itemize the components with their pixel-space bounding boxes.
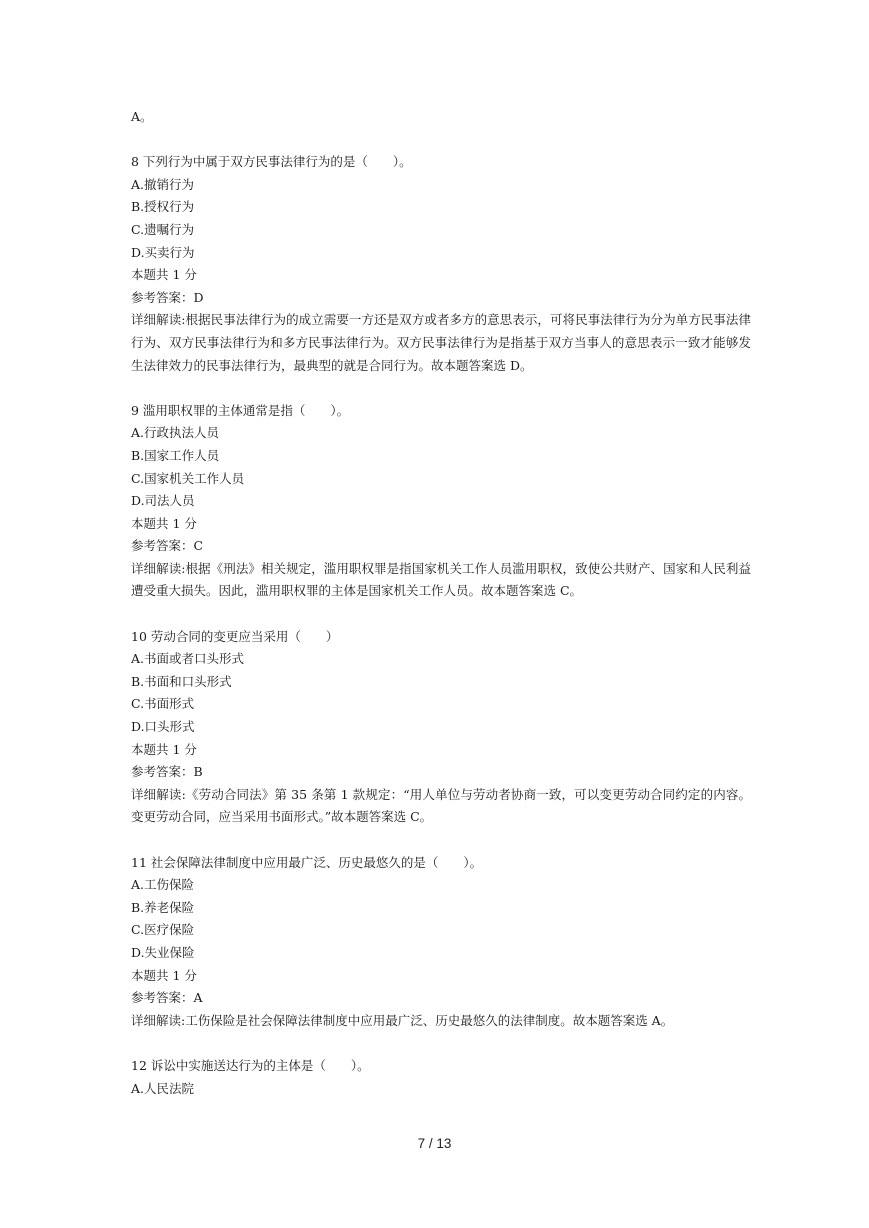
reference-answer: 参考答案：A [131,990,203,1006]
detailed-explanation: 详细解读:工伤保险是社会保障法律制度中应用最广泛、历史最悠久的法律制度。故本题答案选 A。 [131,1012,674,1028]
question-score: 本题共 1 分 [131,267,197,283]
option-b: B.书面和口头形式 [131,673,232,689]
reference-answer: 参考答案：D [131,289,204,305]
detailed-explanation: 详细解读:《劳动合同法》第 35 条第 1 款规定：“用人单位与劳动者协商一致，可以变更劳动合同约定的内容。变更劳动合同，应当采用书面形式。”故本题答案选 C。 [131,786,751,825]
option-a: A.人民法院 [131,1080,195,1096]
detailed-explanation: 详细解读:根据《刑法》相关规定，滥用职权罪是指国家机关工作人员滥用职权，致使公共财产、国家和人民利益遭受重大损失。因此，滥用职权罪的主体是国家机关工作人员。故本题答案选 C。 [131,560,751,599]
question-block [131,626,751,829]
question-score: 本题共 1 分 [131,967,197,983]
option-c: C.书面形式 [131,696,195,712]
option-c: C.医疗保险 [131,922,195,938]
option-b: B.国家工作人员 [131,447,220,463]
question-stem: 12 诉讼中实施送达行为的主体是（ ）。 [131,1057,370,1073]
question-stem: 10 劳动合同的变更应当采用（ ） [131,628,339,644]
option-b: B.养老保险 [131,899,195,915]
option-c: C.遗嘱行为 [131,221,195,237]
question-block [131,1055,751,1100]
question-score: 本题共 1 分 [131,515,197,531]
detailed-explanation: 详细解读:根据民事法律行为的成立需要一方还是双方或者多方的意思表示，可将民事法律行为分为单方民事法律行为、双方民事法律行为和多方民事法律行为。双方民事法律行为是指基于双方当事人的意思表示一致才能够发生法律效力的民事法律行为，最典型的就是合同行为。故本题答案选 D。 [131,312,751,373]
reference-answer: 参考答案：B [131,764,203,780]
page-number: 7 / 13 [417,1136,452,1151]
question-stem: 9 滥用职权罪的主体通常是指（ ）。 [131,402,350,418]
option-a: A.工伤保险 [131,877,195,893]
option-a: A.行政执法人员 [131,425,220,441]
question-block [131,852,751,1033]
option-b: B.授权行为 [131,199,195,215]
option-d: D.买卖行为 [131,244,195,260]
reference-answer: 参考答案：C [131,538,204,554]
page-content [131,106,751,1100]
option-d: D.司法人员 [131,493,195,509]
option-d: D.口头形式 [131,719,195,735]
option-a: A.书面或者口头形式 [131,651,245,667]
question-score: 本题共 1 分 [131,741,197,757]
option-c: C.国家机关工作人员 [131,470,245,486]
question-block [131,400,751,603]
option-a: A.撤销行为 [131,176,195,192]
question-block [131,151,751,377]
lead-fragment: A。 [131,109,153,124]
option-d: D.失业保险 [131,944,195,960]
question-stem: 8 下列行为中属于双方民事法律行为的是（ ）。 [131,154,412,170]
question-stem: 11 社会保障法律制度中应用最广泛、历史最悠久的是（ ）。 [131,854,483,870]
